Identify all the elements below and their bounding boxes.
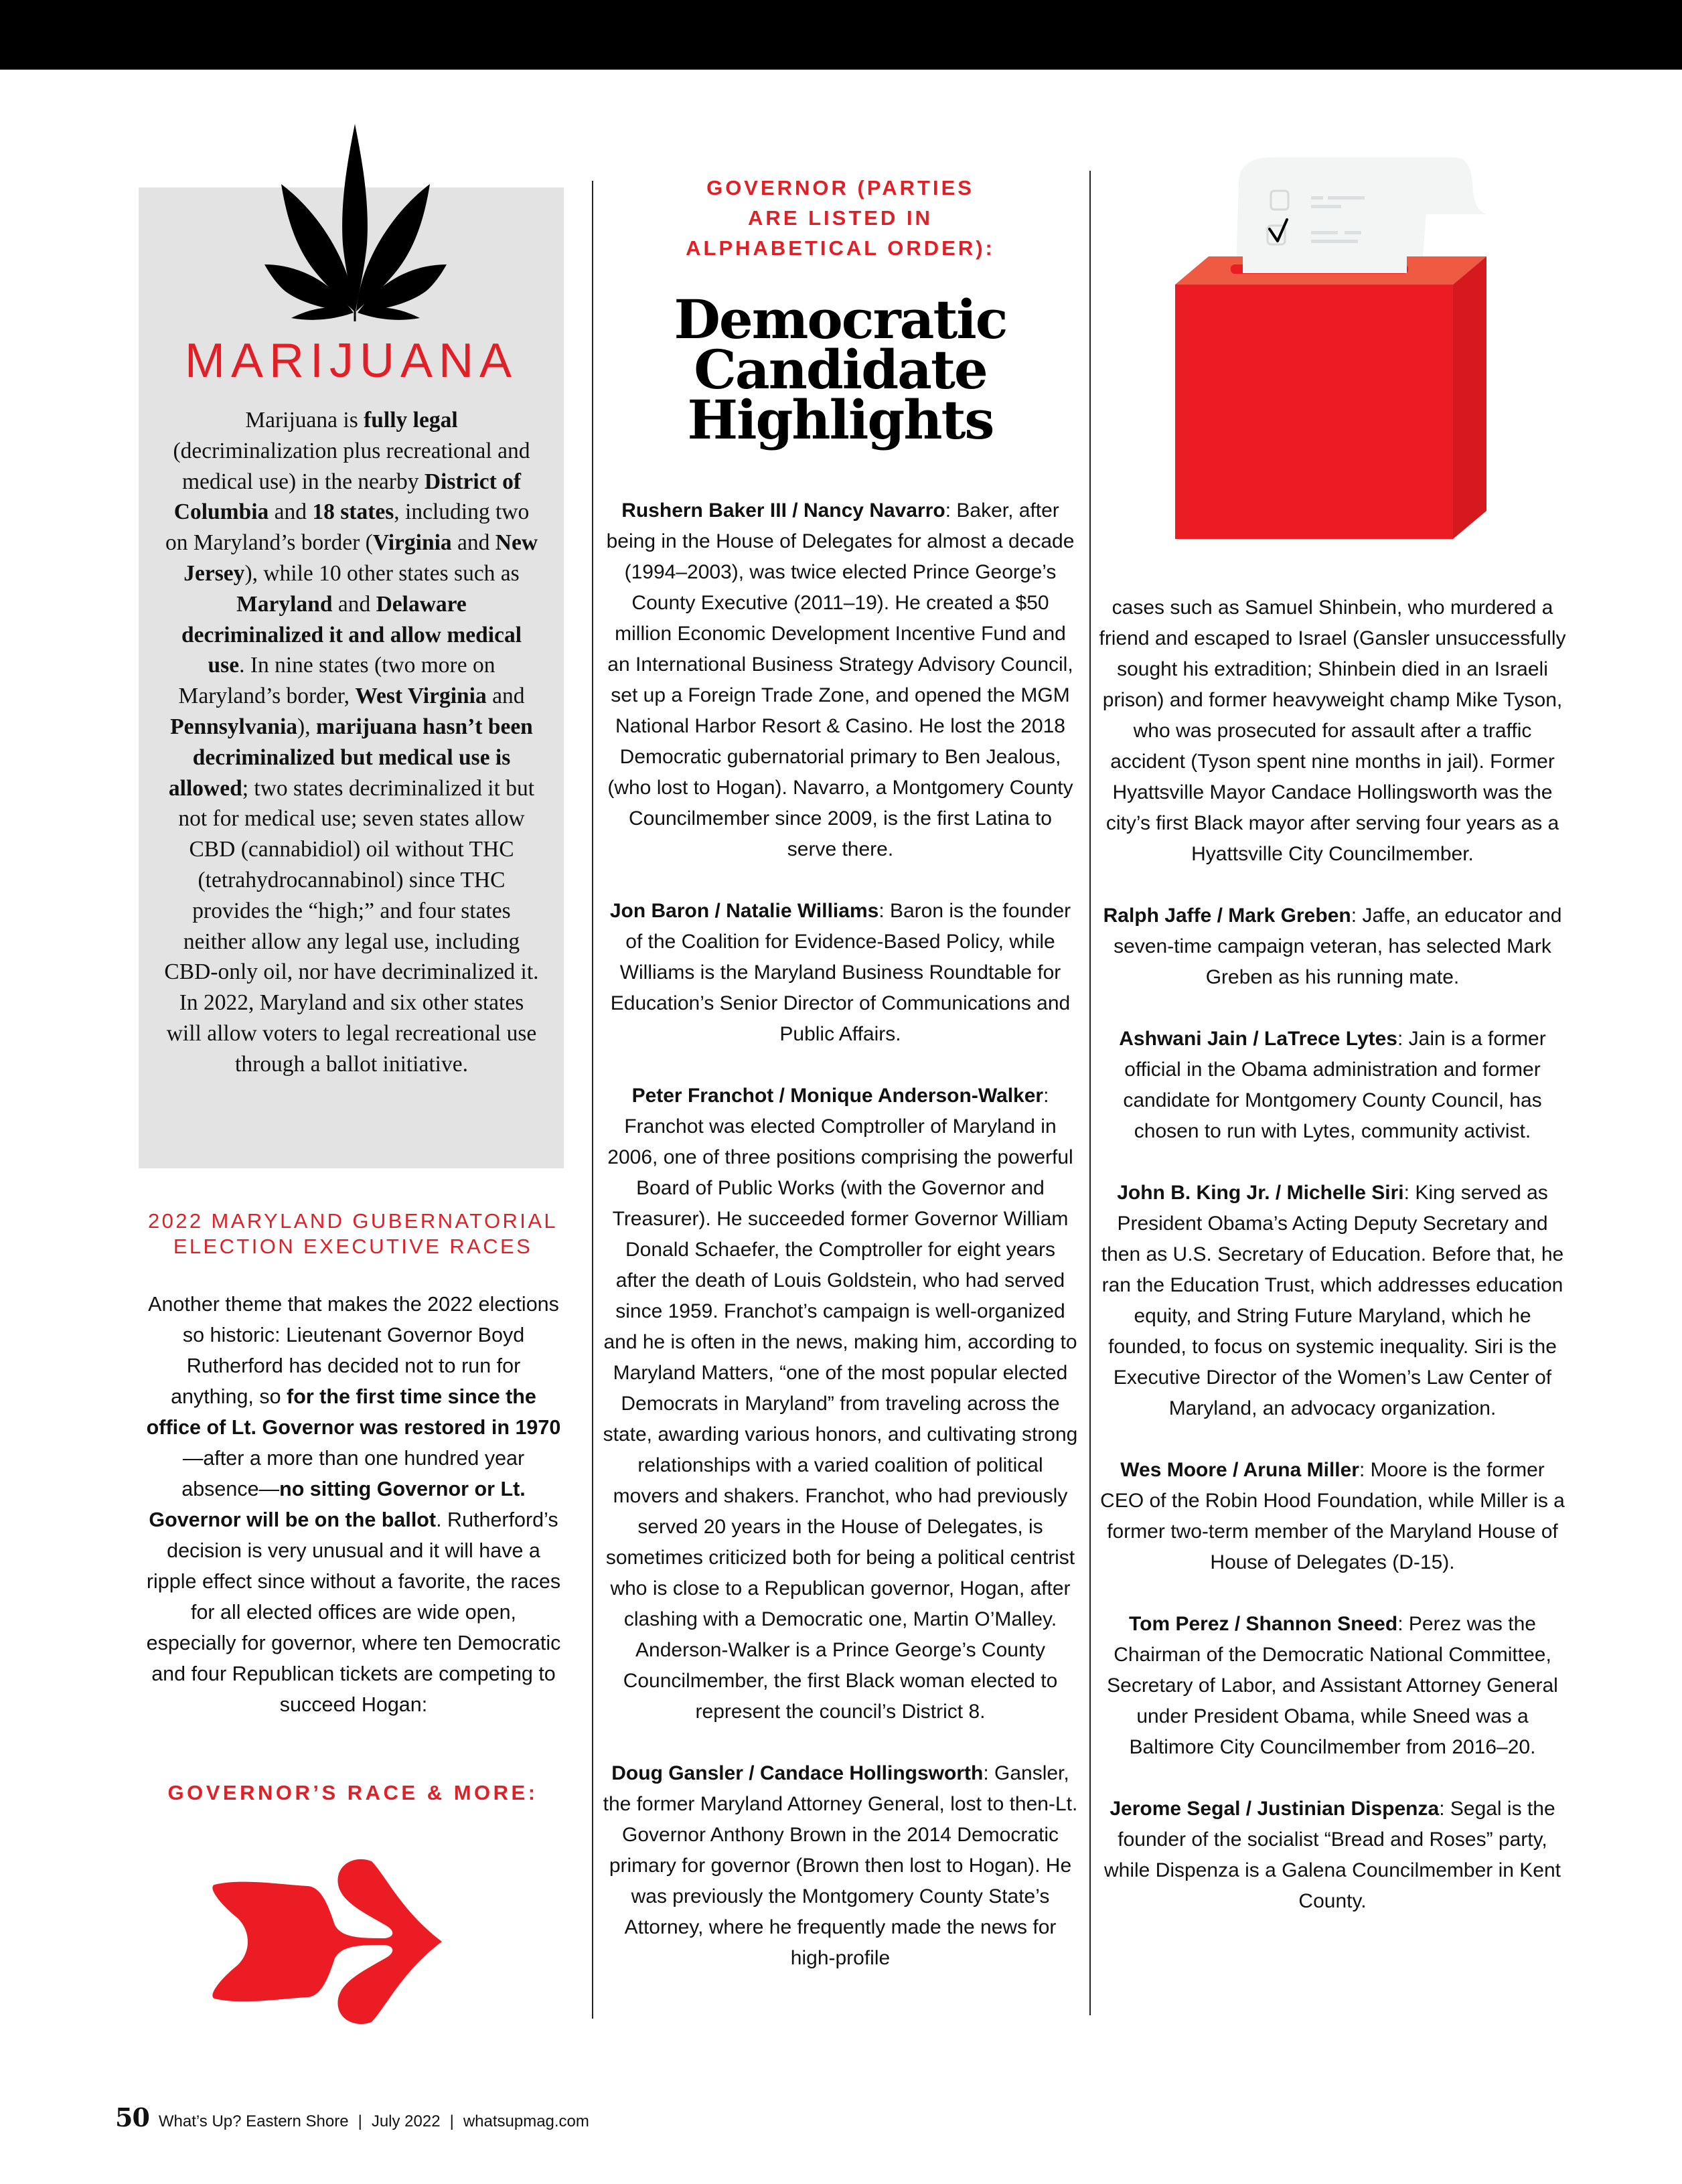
candidate-entry [603, 1081, 1078, 1727]
candidate-description: : Baker, after being in the House of Delegates for almost a decade (1994–2003), was twice elected Prince George’s County Executive (2011–19). He created a $50 million Economic Development Incentive Fund and an International Business Strategy Advisory Council, set up a Foreign Trade Zone, and opened the MGM National Harbor Resort & Casino. He lost the 2018 Democratic gubernatorial primary to Ben Jealous, (who lost to Hogan). Navarro, a Montgomery County Councilmember since 2009, is the first Latina to serve there. [606, 499, 1075, 860]
column-divider-2 [1089, 171, 1091, 2015]
candidate-names: Rushern Baker III / Nancy Navarro [621, 499, 945, 522]
candidate-names: Tom Perez / Shannon Sneed [1129, 1613, 1398, 1635]
middle-candidate-list [603, 495, 1078, 2005]
governor-kicker [603, 173, 1078, 263]
title-line-3: Highlights [687, 388, 994, 451]
title-line-1: Democratic [674, 288, 1007, 351]
right-candidate-list [1098, 593, 1567, 1948]
emphasis-text: District of Columbia [173, 469, 522, 525]
governors-race-subheading: GOVERNOR’S RACE & MORE: [167, 1781, 538, 1804]
candidate-entry [1098, 1178, 1567, 1424]
candidate-description: : Segal is the founder of the socialist “Bread and Roses” party, while Dispenza is a Galena Councilmember in Kent County. [1103, 1798, 1561, 1912]
emphasis-text: West Virginia [355, 684, 487, 709]
candidate-description: : Gansler, the former Maryland Attorney General, lost to then-Lt. Governor Anthony Brown in the 2014 Democratic primary for governor (Brown then lost to Hogan). He was previously the Montgomery County State’s Attorney, where he frequently made the news for high-profile [603, 1762, 1078, 1969]
candidate-description: : Baron is the founder of the Coalition for Evidence-Based Policy, while Williams is the Maryland Business Roundtable for Education’s Senior Director of Communications and Public Affairs. [610, 900, 1071, 1045]
candidate-entry [1098, 901, 1567, 993]
top-black-bar [0, 0, 1682, 70]
kicker-line-2: ARE LISTED IN [748, 206, 933, 230]
footer-separator: | [358, 2112, 362, 2130]
page-title [603, 288, 1078, 451]
candidate-entry [603, 1758, 1078, 1974]
footer-separator: | [449, 2112, 454, 2130]
races-heading-line-2: ELECTION EXECUTIVE RACES [173, 1235, 533, 1258]
candidate-description: : King served as President Obama’s Acting Deputy Secretary and then as U.S. Secretary of Education. Before that, he ran the Education Trust, which addresses education equity, and String Future Maryland, which he founded, to focus on systemic inequality. Siri is the Executive Director of the Women’s Law Center of Maryland, an advocacy organization. [1101, 1182, 1564, 1419]
candidate-description: : Jaffe, an educator and seven-time campaign veteran, has selected Mark Greben as his running mate. [1114, 905, 1562, 988]
ballot-box-icon [1138, 144, 1513, 546]
candidate-names: John B. King Jr. / Michelle Siri [1117, 1182, 1404, 1204]
candidate-description: : Perez was the Chairman of the Democratic National Committee, Secretary of Labor, and Assistant Attorney General under President Obama, while Sneed was a Baltimore City Councilmember from 2016–20. [1107, 1613, 1558, 1758]
candidate-names: Wes Moore / Aruna Miller [1120, 1459, 1359, 1481]
emphasis-text: Delaware decriminalized it and allow medical use [181, 591, 522, 678]
emphasis-text: marijuana hasn’t been decriminalized but medical use is allowed [168, 714, 533, 801]
races-heading [139, 1208, 567, 1259]
cannabis-leaf-icon [221, 124, 489, 321]
emphasis-text: for the first time since the office of Lt. Governor was restored in 1970 [146, 1385, 561, 1439]
candidate-names: Peter Franchot / Monique Anderson-Walker [631, 1085, 1044, 1107]
races-paragraph: Another theme that makes the 2022 elections so historic: Lieutenant Governor Boyd Rutherford has decided not to run for anything, so for the first time since the office of Lt. Governor was restored in 1970—after a more than one hundred year absence—no sitting Governor or Lt. Governor will be on the ballot. Rutherford’s decision is very unusual and it will have a ripple effect since without a favorite, the races for all elected offices are wide open, especially for governor, where ten Democratic and four Republican tickets are competing to succeed Hogan: [146, 1293, 561, 1716]
website-link[interactable]: whatsupmag.com [463, 2112, 589, 2130]
races-heading-line-1: 2022 MARYLAND GUBERNATORIAL [147, 1209, 558, 1233]
emphasis-text: Maryland [236, 591, 333, 617]
red-arrow-icon [201, 1845, 442, 2039]
candidate-entry [1098, 1024, 1567, 1147]
candidate-names: Jerome Segal / Justinian Dispenza [1110, 1798, 1440, 1820]
kicker-line-1: GOVERNOR (PARTIES [706, 176, 974, 200]
emphasis-text: 18 states [312, 499, 394, 525]
marijuana-paragraph: Marijuana is fully legal (decriminalization plus recreational and medical use) in the nearby District of Columbia and 18 states, including two on Maryland’s border (Virginia and New Jersey), while 10 other states such as Maryland and Delaware decriminalized it and allow medical use. In nine states (two more on Maryland’s border, West Virginia and Pennsylvania), marijuana hasn’t been decriminalized but medical use is allowed; two states decriminalized it but not for medical use; seven states allow CBD (cannabidiol) oil without THC (tetrahydrocannabinol) since THC provides the “high;” and four states neither allow any legal use, including CBD-only oil, nor have decriminalized it. In 2022, Maryland and six other states will allow voters to legal recreational use through a ballot initiative. [164, 408, 539, 1077]
page-number: 50 [115, 2102, 149, 2132]
candidate-description: : Jain is a former official in the Obama administration and former candidate for Montgomery County Council, has chosen to run with Lytes, community activist. [1123, 1028, 1546, 1142]
candidate-names: Ralph Jaffe / Mark Greben [1103, 905, 1351, 927]
candidate-entry [1098, 1609, 1567, 1763]
kicker-line-3: ALPHABETICAL ORDER): [686, 236, 995, 260]
emphasis-text: fully legal [364, 408, 458, 433]
marijuana-title: MARIJUANA [184, 334, 518, 388]
candidate-entry [603, 896, 1078, 1050]
candidate-names: Jon Baron / Natalie Williams [609, 900, 879, 922]
candidate-entry [1098, 1794, 1567, 1917]
candidate-description: : Moore is the former CEO of the Robin Hood Foundation, while Miller is a former two-term member of the Maryland House of House of Delegates (D-15). [1100, 1459, 1565, 1573]
emphasis-text: New Jersey [183, 530, 538, 586]
page-footer [115, 2102, 589, 2132]
publication-name: What’s Up? Eastern Shore [158, 2112, 349, 2130]
emphasis-text: Virginia [372, 530, 452, 556]
continued-paragraph: cases such as Samuel Shinbein, who murdered a friend and escaped to Israel (Gansler unsuccessfully sought his extradition; Shinbein died in an Israeli prison) and former heavyweight champ Mike Tyson, who was prosecuted for assault after a traffic accident (Tyson spent nine months in jail). Former Hyattsville Mayor Candace Hollingsworth was the city’s first Black mayor after serving four years as a Hyattsville City Councilmember. [1099, 597, 1566, 865]
candidate-names: Ashwani Jain / LaTrece Lytes [1119, 1028, 1397, 1050]
title-line-2: Candidate [694, 338, 987, 401]
column-divider-1 [592, 181, 593, 2019]
emphasis-text: no sitting Governor or Lt. Governor will be on the ballot [149, 1478, 526, 1531]
candidate-entry [1098, 1455, 1567, 1578]
issue-date: July 2022 [371, 2112, 441, 2130]
candidate-names: Doug Gansler / Candace Hollingsworth [611, 1762, 984, 1784]
emphasis-text: Pennsylvania [170, 714, 298, 739]
candidate-entry [603, 495, 1078, 865]
candidate-description: : Franchot was elected Comptroller of Maryland in 2006, one of three positions comprising the powerful Board of Public Works (with the Governor and Treasurer). He succeeded former Governor William Donald Schaefer, the Comptroller for eight years after the death of Louis Goldstein, who had served since 1959. Franchot’s campaign is well-organized and he is often in the news, making him, according to Maryland Matters, “one of the most popular elected Democrats in Maryland” from traveling across the state, awarding various honors, and cultivating strong relationships with a varied coalition of political movers and shakers. Franchot, who had previously served 20 years in the House of Delegates, is sometimes criticized both for being a political centrist who is close to a Republican governor, Hogan, after clashing with a Democratic one, Martin O’Malley. Anderson-Walker is a Prince George’s County Councilmember, the first Black woman elected to represent the council’s District 8. [603, 1085, 1078, 1723]
